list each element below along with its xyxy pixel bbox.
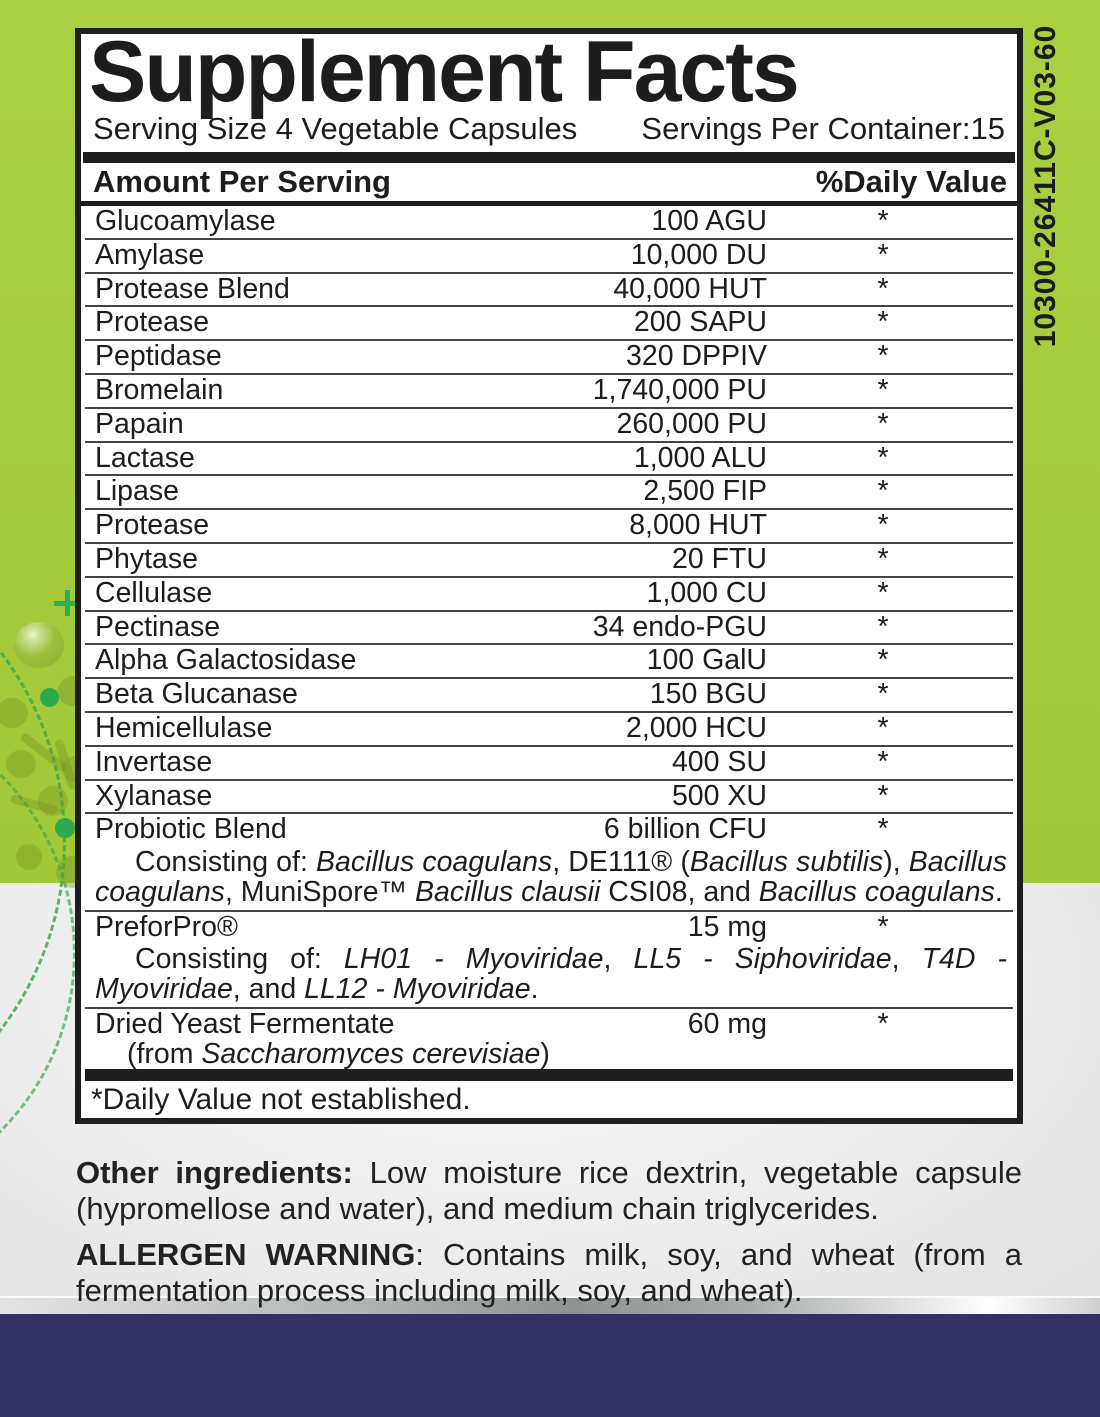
ingredient-name: Invertase bbox=[95, 745, 213, 778]
supplement-facts-panel bbox=[75, 28, 1023, 1124]
table-row bbox=[85, 814, 1013, 846]
serving-info-row bbox=[81, 112, 1017, 146]
ingredient-amount: 320 DPPIV bbox=[626, 340, 767, 373]
product-code-vertical: 10300-26411C-V03-60 bbox=[1029, 24, 1062, 348]
ingredient-daily-value: * bbox=[877, 373, 889, 406]
ingredient-daily-value: * bbox=[877, 745, 889, 778]
table-row bbox=[85, 578, 1013, 612]
ingredient-name: Peptidase bbox=[95, 340, 222, 373]
table-row bbox=[85, 307, 1013, 341]
ingredient-amount: 40,000 HUT bbox=[613, 272, 767, 305]
other-ingredients-text: Other ingredients: Low moisture rice dextrin, vegetable capsule (hypromellose and water), and medium chain triglycerides. bbox=[76, 1155, 1022, 1226]
table-row bbox=[85, 679, 1013, 713]
ingredient-amount: 400 SU bbox=[671, 745, 767, 778]
ingredient-amount: 1,740,000 PU bbox=[592, 373, 767, 406]
table-row bbox=[85, 612, 1013, 646]
ingredient-daily-value: * bbox=[877, 475, 889, 508]
table-row-dried-yeast bbox=[85, 1009, 1013, 1040]
ingredient-name: Protease Blend bbox=[95, 272, 290, 305]
amount-per-serving-header: Amount Per Serving bbox=[93, 164, 391, 199]
green-dot-icon bbox=[55, 818, 75, 838]
ingredient-daily-value: * bbox=[877, 610, 889, 643]
ingredient-daily-value: * bbox=[877, 441, 889, 474]
dried-yeast-source-note: (from Saccharomyces cerevisiae) bbox=[127, 1038, 550, 1071]
ingredient-daily-value: * bbox=[877, 779, 889, 812]
ingredient-amount: 20 FTU bbox=[671, 542, 767, 575]
table-row bbox=[85, 409, 1013, 443]
table-row bbox=[85, 274, 1013, 308]
ingredient-amount: 500 XU bbox=[671, 779, 767, 812]
table-row bbox=[85, 375, 1013, 409]
background-navy bbox=[0, 1314, 1100, 1417]
probiotic-consisting-note: Consisting of: Bacillus coagulans, DE111® (Bacillus subtilis), Bacillus coagulans, MuniSpore™ Bacillus clausii CSI08, and Bacillus coagulans. bbox=[85, 846, 1013, 912]
sphere-icon bbox=[14, 622, 64, 668]
ingredient-daily-value: * bbox=[877, 678, 889, 711]
table-row bbox=[85, 476, 1013, 510]
ingredient-name: Lactase bbox=[95, 441, 195, 474]
ingredient-amount: 1,000 CU bbox=[646, 576, 767, 609]
ingredient-daily-value: * bbox=[877, 576, 889, 609]
ingredient-daily-value: * bbox=[877, 911, 889, 944]
ingredient-name: Probiotic Blend bbox=[95, 813, 287, 846]
table-row bbox=[85, 645, 1013, 679]
table-row bbox=[85, 544, 1013, 578]
table-row bbox=[85, 747, 1013, 781]
ingredient-amount: 15 mg bbox=[687, 911, 767, 944]
daily-value-header: %Daily Value bbox=[815, 164, 1007, 199]
ingredient-daily-value: * bbox=[877, 509, 889, 542]
ingredient-name: Papain bbox=[95, 407, 184, 440]
ingredient-name: Xylanase bbox=[95, 779, 213, 812]
panel-title: Supplement Facts bbox=[89, 28, 798, 120]
ingredient-amount: 260,000 PU bbox=[616, 407, 767, 440]
ingredient-amount: 150 BGU bbox=[649, 678, 767, 711]
ingredient-daily-value: * bbox=[877, 340, 889, 373]
ingredient-amount: 60 mg bbox=[687, 1008, 767, 1041]
serving-size-text: Serving Size 4 Vegetable Capsules bbox=[93, 111, 578, 146]
molecule-blob-icon bbox=[6, 750, 36, 778]
ingredient-name: Alpha Galactosidase bbox=[95, 644, 357, 677]
table-row-preforpro bbox=[85, 912, 1013, 943]
ingredient-daily-value: * bbox=[877, 711, 889, 744]
table-row bbox=[85, 341, 1013, 375]
ingredient-name: Bromelain bbox=[95, 373, 224, 406]
ingredient-daily-value: * bbox=[877, 407, 889, 440]
ingredient-amount: 100 AGU bbox=[651, 205, 767, 237]
table-row bbox=[85, 713, 1013, 747]
allergen-warning-text: ALLERGEN WARNING: Contains milk, soy, and wheat (from a fermentation process including milk, soy, and wheat). bbox=[76, 1237, 1023, 1308]
table-row bbox=[85, 781, 1013, 815]
ingredient-daily-value: * bbox=[877, 542, 889, 575]
ingredient-name: PreforPro® bbox=[95, 911, 238, 944]
facts-rows bbox=[85, 206, 1013, 846]
ingredient-name: Beta Glucanase bbox=[95, 678, 298, 711]
daily-value-footnote: *Daily Value not established. bbox=[91, 1083, 471, 1117]
ingredient-name: Hemicellulase bbox=[95, 711, 273, 744]
ingredient-daily-value: * bbox=[877, 205, 889, 237]
ingredient-name: Amylase bbox=[95, 238, 205, 271]
ingredient-name: Glucoamylase bbox=[95, 205, 276, 237]
ingredient-amount: 8,000 HUT bbox=[629, 509, 767, 542]
ingredient-amount: 6 billion CFU bbox=[603, 813, 767, 846]
ingredient-name: Pectinase bbox=[95, 610, 221, 643]
ingredient-amount: 2,500 FIP bbox=[643, 475, 767, 508]
ingredient-name: Protease bbox=[95, 306, 210, 339]
molecule-blob-icon bbox=[16, 844, 42, 870]
ingredient-name: Dried Yeast Fermentate bbox=[95, 1008, 395, 1041]
thick-divider bbox=[83, 152, 1015, 163]
ingredient-daily-value: * bbox=[877, 238, 889, 271]
ingredient-daily-value: * bbox=[877, 306, 889, 339]
ingredient-daily-value: * bbox=[877, 272, 889, 305]
ingredient-name: Cellulase bbox=[95, 576, 213, 609]
table-row bbox=[85, 443, 1013, 477]
table-header bbox=[81, 163, 1017, 206]
table-row bbox=[85, 240, 1013, 274]
ingredient-amount: 1,000 ALU bbox=[633, 441, 767, 474]
table-row bbox=[85, 510, 1013, 544]
ingredient-daily-value: * bbox=[877, 644, 889, 677]
thick-divider bbox=[85, 1069, 1013, 1081]
table-row bbox=[85, 206, 1013, 240]
preforpro-consisting-note: Consisting of: LH01 - Myoviridae, LL5 - Siphoviridae, T4D - Myoviridae, and LL12 - Myoviridae. bbox=[85, 943, 1013, 1009]
ingredient-daily-value: * bbox=[877, 813, 889, 846]
ingredient-amount: 34 endo-PGU bbox=[592, 610, 767, 643]
ingredient-amount: 100 GalU bbox=[646, 644, 767, 677]
green-dot-icon bbox=[40, 688, 59, 707]
ingredient-name: Protease bbox=[95, 509, 210, 542]
ingredient-amount: 2,000 HCU bbox=[626, 711, 767, 744]
ingredient-name: Phytase bbox=[95, 542, 198, 575]
ingredient-name: Lipase bbox=[95, 475, 179, 508]
ingredient-daily-value: * bbox=[877, 1008, 889, 1041]
servings-per-container-text: Servings Per Container:15 bbox=[641, 111, 1005, 146]
ingredient-amount: 200 SAPU bbox=[633, 306, 767, 339]
ingredient-amount: 10,000 DU bbox=[630, 238, 767, 271]
